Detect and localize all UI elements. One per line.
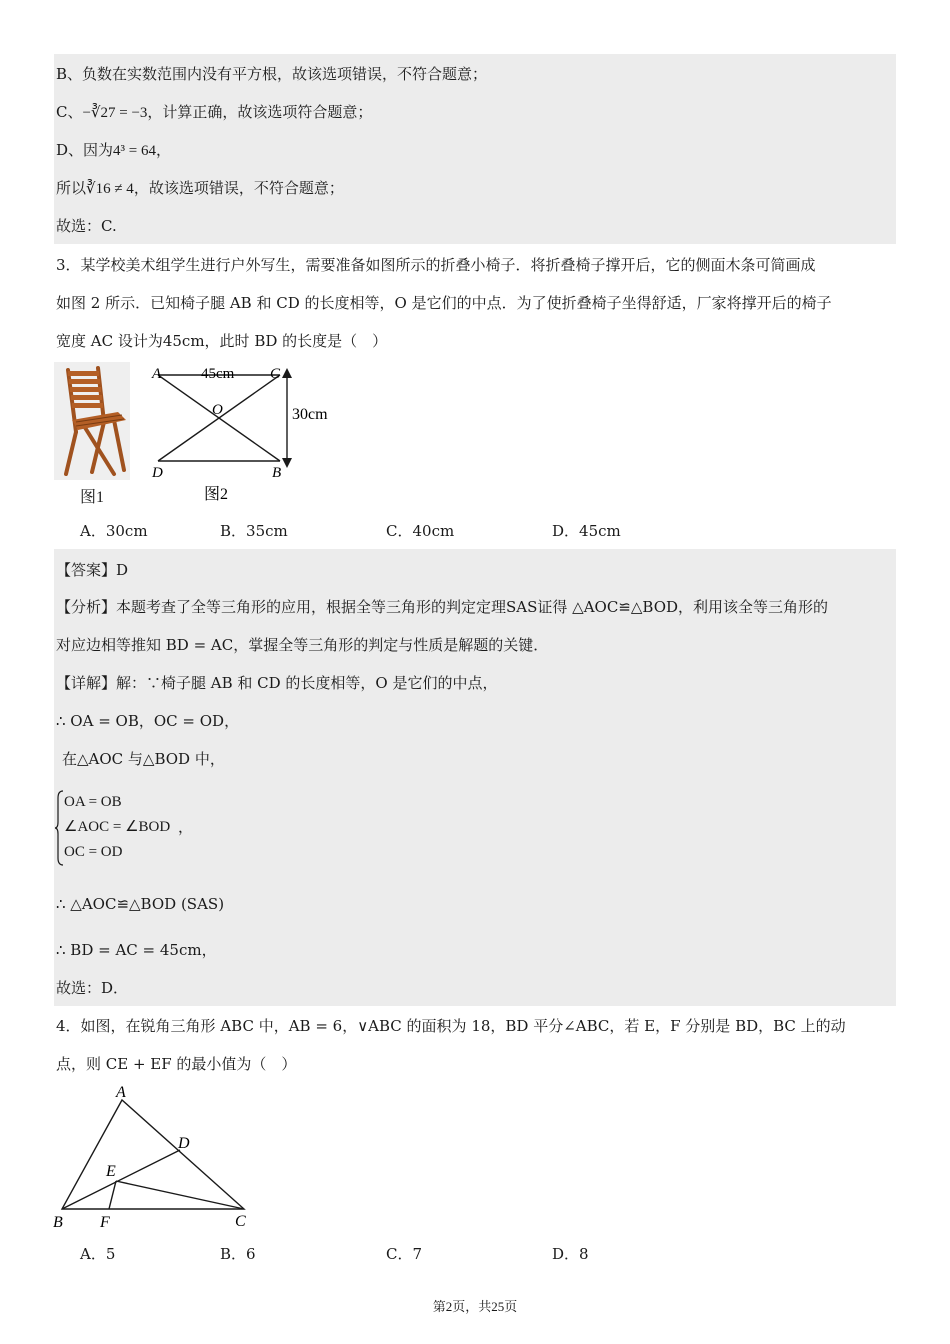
q3-detail-line5: ∴ BD = AC = 45cm， [56, 941, 217, 959]
q3-option-a[interactable]: A．30cm [80, 522, 148, 540]
q4-option-c[interactable]: C．7 [386, 1245, 423, 1263]
prev-line-b: B、负数在实数范围内没有平方根，故该选项错误，不符合题意； [56, 65, 488, 83]
prev-line-d: D、因为4³ = 64， [56, 141, 172, 159]
q3-detail-line1: 【详解】解：∵椅子腿 AB 和 CD 的长度相等，O 是它们的中点， [56, 674, 498, 692]
label-top-length: 45cm [201, 366, 235, 382]
q4-text-line2: 点，则 CE + EF 的最小值为（ ） [56, 1055, 297, 1073]
q3-analysis-line2: 对应边相等推知 BD = AC，掌握全等三角形的判定与性质是解题的关键． [56, 636, 549, 654]
q3-detail-line2: ∴ OA = OB，OC = OD， [56, 712, 240, 730]
q4-option-b[interactable]: B．6 [220, 1245, 256, 1263]
label-C: C [270, 366, 281, 382]
fig2-caption: 图2 [204, 486, 229, 503]
system-brace [54, 790, 64, 866]
q3-option-c[interactable]: C．40cm [386, 522, 455, 540]
q3-option-d[interactable]: D．45cm [552, 522, 621, 540]
q3-detail-line4: ∴ △AOC≌△BOD (SAS) [56, 895, 225, 913]
q3-text-line1: 3．某学校美术组学生进行户外写生，需要准备如图所示的折叠小椅子．将折叠椅子撑开后，它的侧面木条可简画成 [56, 256, 816, 274]
q3-choice: 故选：D． [56, 979, 129, 997]
q3-answer: 【答案】D [56, 561, 129, 579]
q4-triangle-figure [50, 1080, 270, 1240]
q4-label-A: A [116, 1084, 126, 1101]
q4-text-line1: 4．如图，在锐角三角形 ABC 中，AB = 6，∨ABC 的面积为 18，BD 平分∠ABC，若 E，F 分别是 BD，BC 上的动 [56, 1017, 846, 1035]
q4-option-d[interactable]: D．8 [552, 1245, 589, 1263]
q4-label-F: F [100, 1214, 110, 1231]
page-footer: 第2页，共25页 [432, 1299, 518, 1314]
system-eq2: ∠AOC = ∠BOD [64, 819, 171, 835]
q4-label-D: D [178, 1135, 190, 1152]
fig1-caption: 图1 [80, 489, 105, 506]
chair-photo [54, 362, 130, 480]
prev-choice: 故选：C. [56, 217, 117, 235]
q3-figure-2 [140, 360, 350, 510]
system-eq1: OA = OB [64, 794, 122, 810]
q4-label-E: E [106, 1163, 116, 1180]
prev-line-e: 所以∛16 ≠ 4，故该选项错误，不符合题意； [56, 179, 344, 197]
label-A: A [152, 366, 162, 382]
label-B: B [272, 465, 282, 481]
q4-label-C: C [235, 1213, 246, 1230]
q3-detail-line3: 在△AOC 与△BOD 中， [62, 750, 225, 768]
q3-text-line3: 宽度 AC 设计为45cm，此时 BD 的长度是（ ） [56, 332, 388, 350]
label-O: O [212, 402, 223, 418]
q3-option-b[interactable]: B．35cm [220, 522, 288, 540]
system-suffix: ， [178, 818, 194, 836]
q4-option-a[interactable]: A．5 [80, 1245, 116, 1263]
q3-analysis-line1: 【分析】本题考查了全等三角形的应用，根据全等三角形的判定定理SAS证得 △AOC≌△BOD，利用该全等三角形的 [56, 598, 829, 616]
label-height: 30cm [292, 406, 328, 423]
system-eq3: OC = OD [64, 844, 123, 860]
label-D: D [152, 465, 163, 481]
q4-label-B: B [53, 1214, 63, 1231]
prev-line-c: C、−∛27 = −3，计算正确，故该选项符合题意； [56, 103, 373, 121]
q3-text-line2: 如图 2 所示．已知椅子腿 AB 和 CD 的长度相等，O 是它们的中点．为了使折叠椅子坐得舒适，厂家将撑开后的椅子 [56, 294, 832, 312]
